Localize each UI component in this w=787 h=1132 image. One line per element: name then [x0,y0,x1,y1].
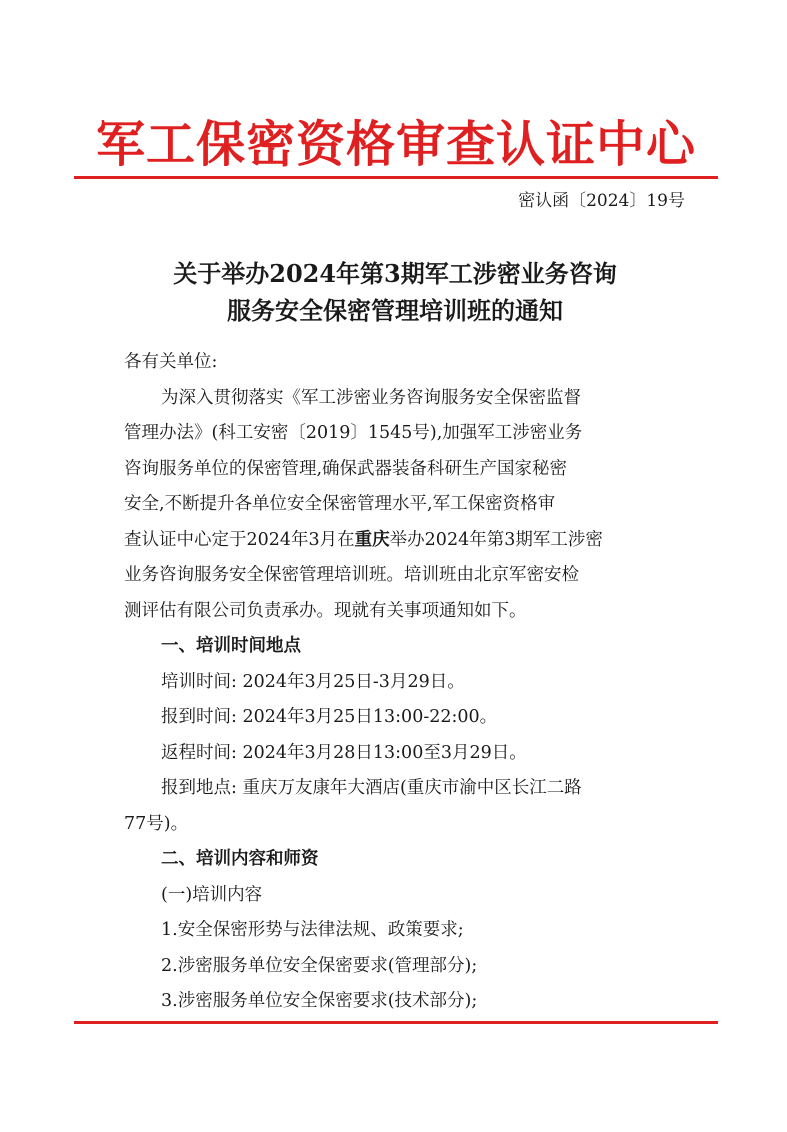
schedule-item: 返程时间: 2024年3月28日13:00至3月29日。 [161,742,527,763]
intro-line: 安全,不断提升各单位安全保密管理水平,军工保密资格审 [124,494,556,514]
intro-line-part: 举办2024年第3期军工涉密 [389,529,603,550]
schedule-item: 报到地点: 重庆万友康年大酒店(重庆市渝中区长江二路 [161,778,582,798]
intro-line: 测评估有限公司负责承办。现就有关事项通知如下。 [124,600,527,621]
salutation: 各有关单位: [124,352,218,372]
content-item: 2.涉密服务单位安全保密要求(管理部分); [161,955,478,976]
content-item: 3.涉密服务单位安全保密要求(技术部分); [161,991,478,1011]
schedule-item: 培训时间: 2024年3月25日-3月29日。 [161,671,465,692]
org-letterhead-title: 军工保密资格审查认证中心 [96,115,697,173]
footer-red-rule [74,1021,718,1024]
section-heading: 二、培训内容和师资 [161,849,319,869]
content-item: 1.安全保密形势与法律法规、政策要求; [161,920,464,940]
intro-line [124,523,692,559]
intro-line: 业务咨询服务安全保密管理培训班。培训班由北京军密安检 [124,565,579,585]
notice-title-line-2: 服务安全保密管理培训班的通知 [227,296,563,325]
highlighted-city: 重庆 [354,529,390,550]
intro-line: 咨询服务单位的保密管理,确保武器装备科研生产国家秘密 [124,458,568,479]
intro-line: 管理办法》(科工安密〔2019〕1545号),加强军工涉密业务 [124,423,583,443]
intro-line: 为深入贯彻落实《军工涉密业务咨询服务安全保密监督 [161,387,581,408]
letterhead-red-rule [74,176,718,179]
document-number: 密认函〔2024〕19号 [518,191,685,211]
section-heading: 一、培训时间地点 [161,636,301,656]
notice-body [124,345,692,1020]
notice-title [100,255,690,329]
intro-line-part: 查认证中心定于2024年3月在 [124,529,355,550]
notice-title-line-1: 关于举办2024年第3期军工涉密业务咨询 [173,259,617,288]
schedule-item-continuation: 77号)。 [124,813,189,834]
schedule-item: 报到时间: 2024年3月25日13:00-22:00。 [161,707,498,727]
sub-heading: (一)培训内容 [161,884,263,905]
